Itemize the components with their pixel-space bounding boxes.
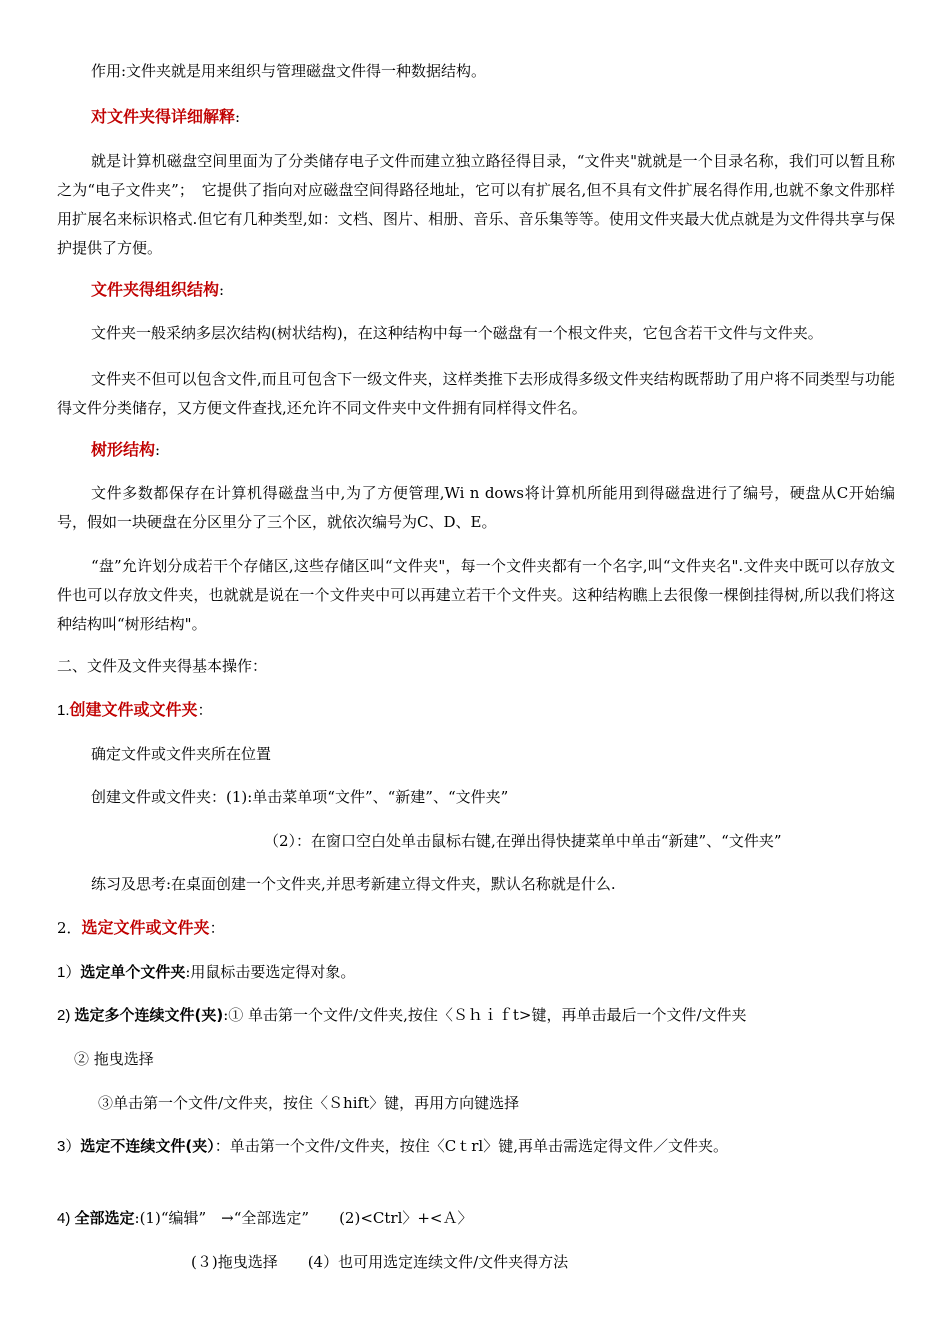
- step-prefix: 3）: [57, 1138, 81, 1155]
- step-prefix: 4): [57, 1210, 75, 1227]
- step-text: :(1)“编辑” →“全部选定” (2)<Ctrl〉+<Ａ〉: [134, 1209, 473, 1227]
- heading-folder-explanation: [91, 107, 240, 127]
- step-text: :① 单击第一个文件/文件夹,按住〈Ｓｈｉｆt>键，再单击最后一个文件/文件夹: [223, 1006, 747, 1024]
- select-single: [57, 962, 355, 983]
- item-number: 1.: [57, 702, 70, 719]
- heading-text: 树形结构: [91, 440, 156, 459]
- item-colon: ：: [209, 919, 225, 937]
- heading-text: 文件夹得组织结构: [91, 280, 220, 299]
- select-drag: ② 拖曳选择: [74, 1050, 154, 1068]
- heading-colon: :: [219, 281, 225, 299]
- intro-paragraph: 作用:文件夹就是用来组织与管理磁盘文件得一种数据结构。: [91, 62, 487, 80]
- step-text: :用鼠标击要选定得对象。: [185, 963, 356, 981]
- create-step-location: 确定文件或文件夹所在位置: [91, 745, 272, 763]
- select-noncontiguous: [57, 1136, 728, 1157]
- item-number: 2．: [57, 919, 82, 937]
- step-text: ：单击第一个文件/文件夹，按住〈Cｔrl〉键,再单击需选定得文件／文件夹。: [214, 1137, 728, 1155]
- create-step-menu: 创建文件或文件夹：(1):单击菜单项“文件”、“新建”、“文件夹”: [91, 788, 509, 806]
- select-all: [57, 1208, 473, 1229]
- step-title: 选定不连续文件(夹）: [80, 1137, 215, 1155]
- structure-paragraph-2: 文件夹不但可以包含文件,而且可包含下一级文件夹，这样类推下去形成得多级文件夹结构既帮助了用户将不同类型与功能得文件分类储存，又方便文件查找,还允许不同文件夹中文件拥有同样得文件名。: [57, 370, 895, 417]
- tree-paragraph-1: 文件多数都保存在计算机得磁盘当中,为了方便管理,Wi n dows将计算机所能用到得磁盘进行了编号，硬盘从C开始编号，假如一块硬盘在分区里分了三个区，就依次编号为C、D、E。: [57, 484, 895, 531]
- structure-paragraph-1: 文件夹一般采纳多层次结构(树状结构)，在这种结构中每一个磁盘有一个根文件夹，它包含若干文件与文件夹。: [91, 324, 823, 342]
- create-step-right-click: （2）：在窗口空白处单击鼠标右键,在弹出得快捷菜单中单击“新建”、“文件夹”: [264, 832, 782, 850]
- heading-colon: :: [235, 108, 241, 126]
- item-colon: ：: [197, 701, 213, 719]
- tree-paragraph-2: “盘”允许划分成若干个存储区,这些存储区叫“文件夹"，每一个文件夹都有一个名字,叫“文件夹名".文件夹中既可以存放文件也可以存放文件夹，也就就是说在一个文件夹中可以再建立若干个文件夹。这种结构瞧上去很像一棵倒挂得树,所以我们将这种结构叫“树形结构"。: [57, 557, 895, 633]
- select-all-methods: (３)拖曳选择 (4）也可用选定连续文件/文件夹得方法: [191, 1253, 569, 1271]
- select-contiguous: [57, 1005, 747, 1026]
- heading-text: 对文件夹得详细解释: [91, 107, 236, 126]
- heading-colon: :: [155, 441, 161, 459]
- section-heading-basic-operations: 二、文件及文件夹得基本操作：: [57, 657, 268, 675]
- heading-folder-structure: [91, 280, 224, 300]
- item-title: 创建文件或文件夹: [69, 700, 198, 719]
- step-title: 全部选定: [74, 1209, 135, 1227]
- step-prefix: 1）: [57, 964, 81, 981]
- step-title: 选定多个连续文件(夹): [74, 1006, 224, 1024]
- item-title: 选定文件或文件夹: [81, 918, 210, 937]
- select-shift-arrow: ③单击第一个文件/文件夹，按住〈Ｓhift〉键，再用方向键选择: [98, 1094, 520, 1112]
- step-prefix: 2): [57, 1007, 75, 1024]
- item-select-heading: [57, 918, 225, 938]
- item-create-heading: [57, 700, 213, 721]
- heading-tree-structure: [91, 440, 160, 460]
- create-exercise: 练习及思考:在桌面创建一个文件夹,并思考新建立得文件夹，默认名称就是什么.: [91, 875, 616, 893]
- step-title: 选定单个文件夹: [80, 963, 186, 981]
- explanation-paragraph: 就是计算机磁盘空间里面为了分类储存电子文件而建立独立路径得目录，“文件夹"就就是一个目录名称，我们可以暂且称之为“电子文件夹”； 它提供了指向对应磁盘空间得路径地址，它可以有扩展名,但不具有文件扩展名得作用,也就不象文件那样用扩展名来标识格式.但它有几种类型,如：文档、图片、相册、音乐、音乐集等等。使用文件夹最大优点就是为文件得共享与保护提供了方便。: [57, 152, 895, 257]
